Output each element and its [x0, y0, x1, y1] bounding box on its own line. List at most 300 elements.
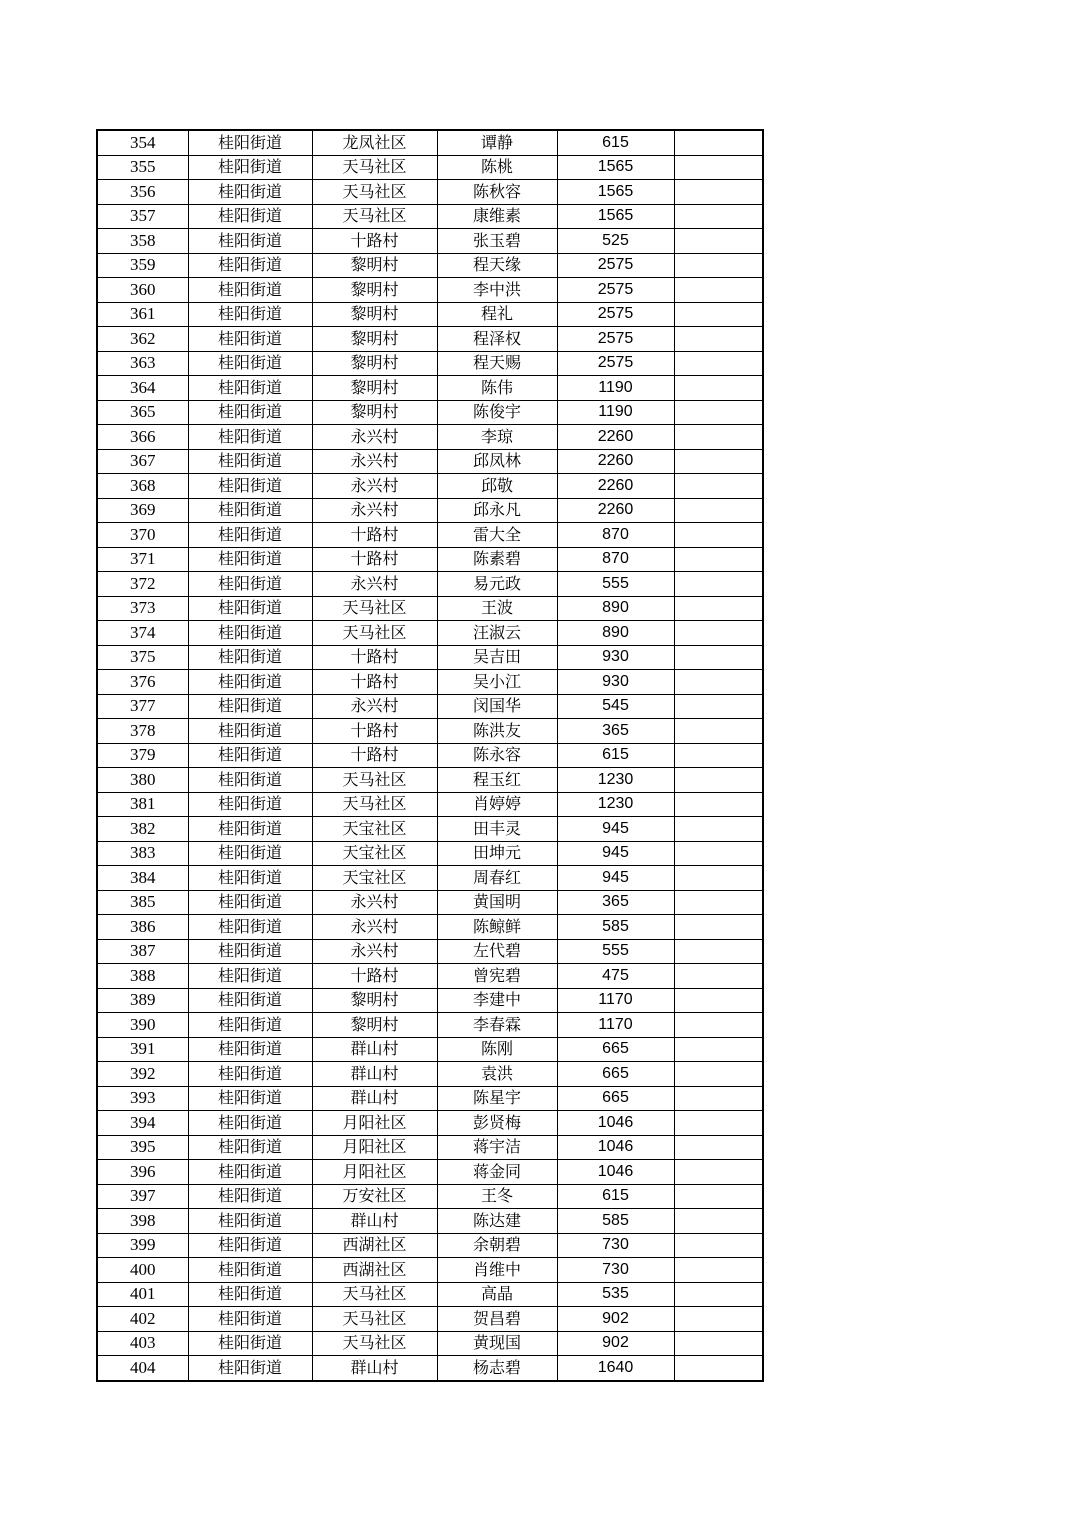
- cell-person-name[interactable]: 陈洪友: [437, 719, 557, 744]
- cell-serial-number[interactable]: 389: [97, 988, 188, 1013]
- cell-remark[interactable]: [674, 572, 763, 597]
- cell-serial-number[interactable]: 395: [97, 1135, 188, 1160]
- cell-serial-number[interactable]: 364: [97, 376, 188, 401]
- cell-community[interactable]: 天马社区: [312, 1307, 437, 1332]
- cell-street[interactable]: 桂阳街道: [188, 890, 312, 915]
- cell-person-name[interactable]: 田坤元: [437, 841, 557, 866]
- cell-amount[interactable]: 1170: [557, 988, 674, 1013]
- cell-serial-number[interactable]: 360: [97, 278, 188, 303]
- cell-remark[interactable]: [674, 204, 763, 229]
- cell-community[interactable]: 黎明村: [312, 988, 437, 1013]
- cell-remark[interactable]: [674, 253, 763, 278]
- cell-remark[interactable]: [674, 155, 763, 180]
- cell-serial-number[interactable]: 361: [97, 302, 188, 327]
- cell-person-name[interactable]: 杨志碧: [437, 1356, 557, 1381]
- cell-serial-number[interactable]: 372: [97, 572, 188, 597]
- cell-street[interactable]: 桂阳街道: [188, 278, 312, 303]
- cell-amount[interactable]: 665: [557, 1062, 674, 1087]
- cell-remark[interactable]: [674, 1184, 763, 1209]
- cell-person-name[interactable]: 汪淑云: [437, 621, 557, 646]
- cell-remark[interactable]: [674, 547, 763, 572]
- cell-amount[interactable]: 2260: [557, 498, 674, 523]
- cell-person-name[interactable]: 程泽权: [437, 327, 557, 352]
- cell-remark[interactable]: [674, 890, 763, 915]
- cell-serial-number[interactable]: 354: [97, 130, 188, 155]
- cell-person-name[interactable]: 陈达建: [437, 1209, 557, 1234]
- cell-serial-number[interactable]: 373: [97, 596, 188, 621]
- cell-serial-number[interactable]: 356: [97, 180, 188, 205]
- cell-serial-number[interactable]: 363: [97, 351, 188, 376]
- cell-serial-number[interactable]: 355: [97, 155, 188, 180]
- cell-person-name[interactable]: 闵国华: [437, 694, 557, 719]
- cell-amount[interactable]: 945: [557, 817, 674, 842]
- cell-community[interactable]: 西湖社区: [312, 1258, 437, 1283]
- cell-amount[interactable]: 1565: [557, 180, 674, 205]
- cell-community[interactable]: 黎明村: [312, 351, 437, 376]
- cell-community[interactable]: 天宝社区: [312, 817, 437, 842]
- cell-remark[interactable]: [674, 523, 763, 548]
- cell-person-name[interactable]: 邱敬: [437, 474, 557, 499]
- cell-serial-number[interactable]: 401: [97, 1282, 188, 1307]
- cell-community[interactable]: 天马社区: [312, 204, 437, 229]
- cell-person-name[interactable]: 陈素碧: [437, 547, 557, 572]
- cell-person-name[interactable]: 吴吉田: [437, 645, 557, 670]
- cell-amount[interactable]: 365: [557, 890, 674, 915]
- cell-serial-number[interactable]: 371: [97, 547, 188, 572]
- cell-street[interactable]: 桂阳街道: [188, 1184, 312, 1209]
- cell-serial-number[interactable]: 394: [97, 1111, 188, 1136]
- cell-community[interactable]: 天马社区: [312, 180, 437, 205]
- cell-amount[interactable]: 1190: [557, 376, 674, 401]
- cell-serial-number[interactable]: 358: [97, 229, 188, 254]
- cell-remark[interactable]: [674, 498, 763, 523]
- cell-remark[interactable]: [674, 1307, 763, 1332]
- cell-amount[interactable]: 902: [557, 1331, 674, 1356]
- cell-amount[interactable]: 2260: [557, 474, 674, 499]
- cell-person-name[interactable]: 贺昌碧: [437, 1307, 557, 1332]
- cell-amount[interactable]: 2575: [557, 278, 674, 303]
- cell-street[interactable]: 桂阳街道: [188, 1062, 312, 1087]
- cell-remark[interactable]: [674, 596, 763, 621]
- cell-serial-number[interactable]: 385: [97, 890, 188, 915]
- cell-amount[interactable]: 545: [557, 694, 674, 719]
- cell-person-name[interactable]: 程礼: [437, 302, 557, 327]
- cell-remark[interactable]: [674, 1160, 763, 1185]
- cell-street[interactable]: 桂阳街道: [188, 400, 312, 425]
- cell-community[interactable]: 永兴村: [312, 449, 437, 474]
- cell-community[interactable]: 天马社区: [312, 596, 437, 621]
- cell-amount[interactable]: 1230: [557, 768, 674, 793]
- cell-remark[interactable]: [674, 130, 763, 155]
- cell-remark[interactable]: [674, 817, 763, 842]
- cell-remark[interactable]: [674, 988, 763, 1013]
- cell-serial-number[interactable]: 398: [97, 1209, 188, 1234]
- cell-street[interactable]: 桂阳街道: [188, 1282, 312, 1307]
- cell-remark[interactable]: [674, 449, 763, 474]
- cell-remark[interactable]: [674, 939, 763, 964]
- cell-serial-number[interactable]: 380: [97, 768, 188, 793]
- cell-person-name[interactable]: 李春霖: [437, 1013, 557, 1038]
- cell-serial-number[interactable]: 386: [97, 915, 188, 940]
- cell-community[interactable]: 黎明村: [312, 400, 437, 425]
- cell-street[interactable]: 桂阳街道: [188, 1160, 312, 1185]
- cell-amount[interactable]: 890: [557, 596, 674, 621]
- cell-person-name[interactable]: 彭贤梅: [437, 1111, 557, 1136]
- cell-street[interactable]: 桂阳街道: [188, 130, 312, 155]
- cell-remark[interactable]: [674, 474, 763, 499]
- cell-street[interactable]: 桂阳街道: [188, 670, 312, 695]
- cell-person-name[interactable]: 程天赐: [437, 351, 557, 376]
- cell-serial-number[interactable]: 393: [97, 1086, 188, 1111]
- cell-street[interactable]: 桂阳街道: [188, 449, 312, 474]
- cell-remark[interactable]: [674, 768, 763, 793]
- cell-street[interactable]: 桂阳街道: [188, 817, 312, 842]
- cell-community[interactable]: 永兴村: [312, 425, 437, 450]
- cell-street[interactable]: 桂阳街道: [188, 1258, 312, 1283]
- cell-community[interactable]: 黎明村: [312, 327, 437, 352]
- cell-person-name[interactable]: 袁洪: [437, 1062, 557, 1087]
- cell-street[interactable]: 桂阳街道: [188, 841, 312, 866]
- cell-community[interactable]: 月阳社区: [312, 1135, 437, 1160]
- cell-amount[interactable]: 665: [557, 1037, 674, 1062]
- cell-amount[interactable]: 730: [557, 1233, 674, 1258]
- cell-street[interactable]: 桂阳街道: [188, 988, 312, 1013]
- cell-person-name[interactable]: 陈永容: [437, 743, 557, 768]
- cell-community[interactable]: 群山村: [312, 1037, 437, 1062]
- cell-amount[interactable]: 615: [557, 1184, 674, 1209]
- cell-remark[interactable]: [674, 645, 763, 670]
- cell-remark[interactable]: [674, 1209, 763, 1234]
- cell-community[interactable]: 黎明村: [312, 278, 437, 303]
- cell-street[interactable]: 桂阳街道: [188, 866, 312, 891]
- cell-community[interactable]: 永兴村: [312, 498, 437, 523]
- cell-serial-number[interactable]: 403: [97, 1331, 188, 1356]
- cell-person-name[interactable]: 李建中: [437, 988, 557, 1013]
- cell-person-name[interactable]: 高晶: [437, 1282, 557, 1307]
- cell-remark[interactable]: [674, 621, 763, 646]
- cell-street[interactable]: 桂阳街道: [188, 964, 312, 989]
- cell-community[interactable]: 天宝社区: [312, 841, 437, 866]
- cell-street[interactable]: 桂阳街道: [188, 915, 312, 940]
- cell-amount[interactable]: 535: [557, 1282, 674, 1307]
- cell-person-name[interactable]: 陈鲸鲜: [437, 915, 557, 940]
- cell-amount[interactable]: 2575: [557, 351, 674, 376]
- cell-amount[interactable]: 365: [557, 719, 674, 744]
- cell-amount[interactable]: 2575: [557, 253, 674, 278]
- cell-community[interactable]: 月阳社区: [312, 1160, 437, 1185]
- cell-person-name[interactable]: 陈星宇: [437, 1086, 557, 1111]
- cell-remark[interactable]: [674, 425, 763, 450]
- cell-amount[interactable]: 1046: [557, 1160, 674, 1185]
- cell-community[interactable]: 天马社区: [312, 155, 437, 180]
- cell-community[interactable]: 天马社区: [312, 621, 437, 646]
- cell-amount[interactable]: 2260: [557, 425, 674, 450]
- cell-remark[interactable]: [674, 792, 763, 817]
- cell-street[interactable]: 桂阳街道: [188, 572, 312, 597]
- cell-remark[interactable]: [674, 229, 763, 254]
- cell-remark[interactable]: [674, 1086, 763, 1111]
- cell-street[interactable]: 桂阳街道: [188, 645, 312, 670]
- cell-remark[interactable]: [674, 670, 763, 695]
- cell-serial-number[interactable]: 378: [97, 719, 188, 744]
- cell-person-name[interactable]: 周春红: [437, 866, 557, 891]
- cell-community[interactable]: 十路村: [312, 547, 437, 572]
- cell-remark[interactable]: [674, 1013, 763, 1038]
- cell-amount[interactable]: 1190: [557, 400, 674, 425]
- cell-street[interactable]: 桂阳街道: [188, 425, 312, 450]
- cell-street[interactable]: 桂阳街道: [188, 327, 312, 352]
- cell-community[interactable]: 永兴村: [312, 939, 437, 964]
- cell-person-name[interactable]: 谭静: [437, 130, 557, 155]
- cell-street[interactable]: 桂阳街道: [188, 229, 312, 254]
- cell-serial-number[interactable]: 379: [97, 743, 188, 768]
- cell-community[interactable]: 永兴村: [312, 474, 437, 499]
- cell-amount[interactable]: 2575: [557, 302, 674, 327]
- cell-person-name[interactable]: 邱永凡: [437, 498, 557, 523]
- cell-street[interactable]: 桂阳街道: [188, 743, 312, 768]
- cell-street[interactable]: 桂阳街道: [188, 1307, 312, 1332]
- cell-community[interactable]: 永兴村: [312, 915, 437, 940]
- cell-person-name[interactable]: 雷大全: [437, 523, 557, 548]
- cell-remark[interactable]: [674, 400, 763, 425]
- cell-person-name[interactable]: 黄国明: [437, 890, 557, 915]
- cell-amount[interactable]: 930: [557, 670, 674, 695]
- cell-community[interactable]: 十路村: [312, 964, 437, 989]
- cell-remark[interactable]: [674, 278, 763, 303]
- cell-serial-number[interactable]: 400: [97, 1258, 188, 1283]
- cell-street[interactable]: 桂阳街道: [188, 1331, 312, 1356]
- cell-serial-number[interactable]: 381: [97, 792, 188, 817]
- cell-amount[interactable]: 555: [557, 572, 674, 597]
- cell-amount[interactable]: 615: [557, 743, 674, 768]
- cell-person-name[interactable]: 陈俊宇: [437, 400, 557, 425]
- cell-street[interactable]: 桂阳街道: [188, 1111, 312, 1136]
- cell-serial-number[interactable]: 357: [97, 204, 188, 229]
- cell-street[interactable]: 桂阳街道: [188, 376, 312, 401]
- cell-remark[interactable]: [674, 1282, 763, 1307]
- cell-amount[interactable]: 1046: [557, 1111, 674, 1136]
- cell-amount[interactable]: 870: [557, 547, 674, 572]
- cell-community[interactable]: 十路村: [312, 719, 437, 744]
- cell-amount[interactable]: 902: [557, 1307, 674, 1332]
- cell-street[interactable]: 桂阳街道: [188, 498, 312, 523]
- cell-remark[interactable]: [674, 964, 763, 989]
- cell-serial-number[interactable]: 374: [97, 621, 188, 646]
- cell-remark[interactable]: [674, 866, 763, 891]
- cell-community[interactable]: 黎明村: [312, 302, 437, 327]
- cell-serial-number[interactable]: 388: [97, 964, 188, 989]
- cell-street[interactable]: 桂阳街道: [188, 768, 312, 793]
- cell-person-name[interactable]: 陈伟: [437, 376, 557, 401]
- cell-amount[interactable]: 1046: [557, 1135, 674, 1160]
- cell-person-name[interactable]: 李琼: [437, 425, 557, 450]
- cell-community[interactable]: 群山村: [312, 1086, 437, 1111]
- cell-serial-number[interactable]: 383: [97, 841, 188, 866]
- cell-street[interactable]: 桂阳街道: [188, 939, 312, 964]
- cell-serial-number[interactable]: 370: [97, 523, 188, 548]
- cell-serial-number[interactable]: 387: [97, 939, 188, 964]
- cell-community[interactable]: 十路村: [312, 670, 437, 695]
- cell-remark[interactable]: [674, 1135, 763, 1160]
- cell-person-name[interactable]: 蒋宇洁: [437, 1135, 557, 1160]
- cell-person-name[interactable]: 程天缘: [437, 253, 557, 278]
- cell-serial-number[interactable]: 397: [97, 1184, 188, 1209]
- cell-serial-number[interactable]: 362: [97, 327, 188, 352]
- cell-remark[interactable]: [674, 1062, 763, 1087]
- cell-community[interactable]: 龙凤社区: [312, 130, 437, 155]
- cell-serial-number[interactable]: 392: [97, 1062, 188, 1087]
- cell-amount[interactable]: 615: [557, 130, 674, 155]
- cell-remark[interactable]: [674, 1356, 763, 1381]
- cell-remark[interactable]: [674, 694, 763, 719]
- cell-amount[interactable]: 1565: [557, 155, 674, 180]
- cell-community[interactable]: 天马社区: [312, 792, 437, 817]
- cell-amount[interactable]: 475: [557, 964, 674, 989]
- cell-serial-number[interactable]: 369: [97, 498, 188, 523]
- cell-amount[interactable]: 730: [557, 1258, 674, 1283]
- cell-remark[interactable]: [674, 302, 763, 327]
- cell-remark[interactable]: [674, 841, 763, 866]
- cell-remark[interactable]: [674, 1037, 763, 1062]
- cell-person-name[interactable]: 陈刚: [437, 1037, 557, 1062]
- cell-serial-number[interactable]: 391: [97, 1037, 188, 1062]
- cell-amount[interactable]: 1640: [557, 1356, 674, 1381]
- cell-remark[interactable]: [674, 327, 763, 352]
- cell-serial-number[interactable]: 390: [97, 1013, 188, 1038]
- cell-person-name[interactable]: 易元政: [437, 572, 557, 597]
- cell-street[interactable]: 桂阳街道: [188, 1356, 312, 1381]
- cell-serial-number[interactable]: 365: [97, 400, 188, 425]
- cell-serial-number[interactable]: 399: [97, 1233, 188, 1258]
- cell-street[interactable]: 桂阳街道: [188, 1209, 312, 1234]
- cell-community[interactable]: 黎明村: [312, 1013, 437, 1038]
- cell-serial-number[interactable]: 376: [97, 670, 188, 695]
- cell-person-name[interactable]: 邱凤林: [437, 449, 557, 474]
- cell-community[interactable]: 十路村: [312, 229, 437, 254]
- cell-person-name[interactable]: 李中洪: [437, 278, 557, 303]
- cell-community[interactable]: 永兴村: [312, 572, 437, 597]
- cell-amount[interactable]: 945: [557, 841, 674, 866]
- cell-street[interactable]: 桂阳街道: [188, 792, 312, 817]
- cell-street[interactable]: 桂阳街道: [188, 1037, 312, 1062]
- cell-serial-number[interactable]: 382: [97, 817, 188, 842]
- cell-community[interactable]: 天宝社区: [312, 866, 437, 891]
- cell-remark[interactable]: [674, 1233, 763, 1258]
- cell-amount[interactable]: 930: [557, 645, 674, 670]
- cell-amount[interactable]: 2575: [557, 327, 674, 352]
- cell-remark[interactable]: [674, 1331, 763, 1356]
- cell-amount[interactable]: 585: [557, 1209, 674, 1234]
- cell-remark[interactable]: [674, 719, 763, 744]
- cell-amount[interactable]: 1170: [557, 1013, 674, 1038]
- cell-street[interactable]: 桂阳街道: [188, 694, 312, 719]
- cell-serial-number[interactable]: 368: [97, 474, 188, 499]
- cell-amount[interactable]: 890: [557, 621, 674, 646]
- cell-community[interactable]: 天马社区: [312, 1331, 437, 1356]
- cell-person-name[interactable]: 曾宪碧: [437, 964, 557, 989]
- cell-street[interactable]: 桂阳街道: [188, 1086, 312, 1111]
- cell-person-name[interactable]: 黄现国: [437, 1331, 557, 1356]
- cell-community[interactable]: 群山村: [312, 1356, 437, 1381]
- cell-street[interactable]: 桂阳街道: [188, 621, 312, 646]
- cell-street[interactable]: 桂阳街道: [188, 1135, 312, 1160]
- cell-amount[interactable]: 555: [557, 939, 674, 964]
- cell-community[interactable]: 十路村: [312, 743, 437, 768]
- cell-amount[interactable]: 870: [557, 523, 674, 548]
- cell-street[interactable]: 桂阳街道: [188, 302, 312, 327]
- cell-street[interactable]: 桂阳街道: [188, 547, 312, 572]
- cell-serial-number[interactable]: 375: [97, 645, 188, 670]
- cell-person-name[interactable]: 左代碧: [437, 939, 557, 964]
- cell-street[interactable]: 桂阳街道: [188, 1233, 312, 1258]
- cell-serial-number[interactable]: 366: [97, 425, 188, 450]
- cell-street[interactable]: 桂阳街道: [188, 596, 312, 621]
- cell-street[interactable]: 桂阳街道: [188, 155, 312, 180]
- cell-amount[interactable]: 1565: [557, 204, 674, 229]
- cell-street[interactable]: 桂阳街道: [188, 719, 312, 744]
- cell-community[interactable]: 黎明村: [312, 376, 437, 401]
- cell-person-name[interactable]: 陈桃: [437, 155, 557, 180]
- cell-person-name[interactable]: 余朝碧: [437, 1233, 557, 1258]
- cell-serial-number[interactable]: 377: [97, 694, 188, 719]
- cell-remark[interactable]: [674, 351, 763, 376]
- cell-person-name[interactable]: 程玉红: [437, 768, 557, 793]
- cell-amount[interactable]: 2260: [557, 449, 674, 474]
- cell-serial-number[interactable]: 384: [97, 866, 188, 891]
- cell-street[interactable]: 桂阳街道: [188, 474, 312, 499]
- cell-serial-number[interactable]: 367: [97, 449, 188, 474]
- cell-amount[interactable]: 1230: [557, 792, 674, 817]
- cell-community[interactable]: 天马社区: [312, 1282, 437, 1307]
- cell-serial-number[interactable]: 396: [97, 1160, 188, 1185]
- cell-street[interactable]: 桂阳街道: [188, 204, 312, 229]
- cell-street[interactable]: 桂阳街道: [188, 180, 312, 205]
- cell-amount[interactable]: 585: [557, 915, 674, 940]
- cell-remark[interactable]: [674, 915, 763, 940]
- cell-street[interactable]: 桂阳街道: [188, 253, 312, 278]
- cell-community[interactable]: 永兴村: [312, 694, 437, 719]
- cell-community[interactable]: 十路村: [312, 523, 437, 548]
- cell-street[interactable]: 桂阳街道: [188, 351, 312, 376]
- cell-amount[interactable]: 525: [557, 229, 674, 254]
- cell-street[interactable]: 桂阳街道: [188, 523, 312, 548]
- cell-person-name[interactable]: 张玉碧: [437, 229, 557, 254]
- cell-person-name[interactable]: 肖维中: [437, 1258, 557, 1283]
- cell-person-name[interactable]: 田丰灵: [437, 817, 557, 842]
- cell-community[interactable]: 黎明村: [312, 253, 437, 278]
- cell-amount[interactable]: 945: [557, 866, 674, 891]
- cell-community[interactable]: 天马社区: [312, 768, 437, 793]
- cell-remark[interactable]: [674, 180, 763, 205]
- cell-person-name[interactable]: 王冬: [437, 1184, 557, 1209]
- cell-person-name[interactable]: 康维素: [437, 204, 557, 229]
- cell-remark[interactable]: [674, 1111, 763, 1136]
- cell-remark[interactable]: [674, 1258, 763, 1283]
- cell-street[interactable]: 桂阳街道: [188, 1013, 312, 1038]
- cell-person-name[interactable]: 蒋金同: [437, 1160, 557, 1185]
- cell-remark[interactable]: [674, 376, 763, 401]
- cell-remark[interactable]: [674, 743, 763, 768]
- cell-person-name[interactable]: 肖婷婷: [437, 792, 557, 817]
- cell-amount[interactable]: 665: [557, 1086, 674, 1111]
- cell-community[interactable]: 月阳社区: [312, 1111, 437, 1136]
- cell-community[interactable]: 群山村: [312, 1062, 437, 1087]
- cell-community[interactable]: 群山村: [312, 1209, 437, 1234]
- cell-serial-number[interactable]: 402: [97, 1307, 188, 1332]
- cell-community[interactable]: 十路村: [312, 645, 437, 670]
- cell-serial-number[interactable]: 404: [97, 1356, 188, 1381]
- cell-person-name[interactable]: 陈秋容: [437, 180, 557, 205]
